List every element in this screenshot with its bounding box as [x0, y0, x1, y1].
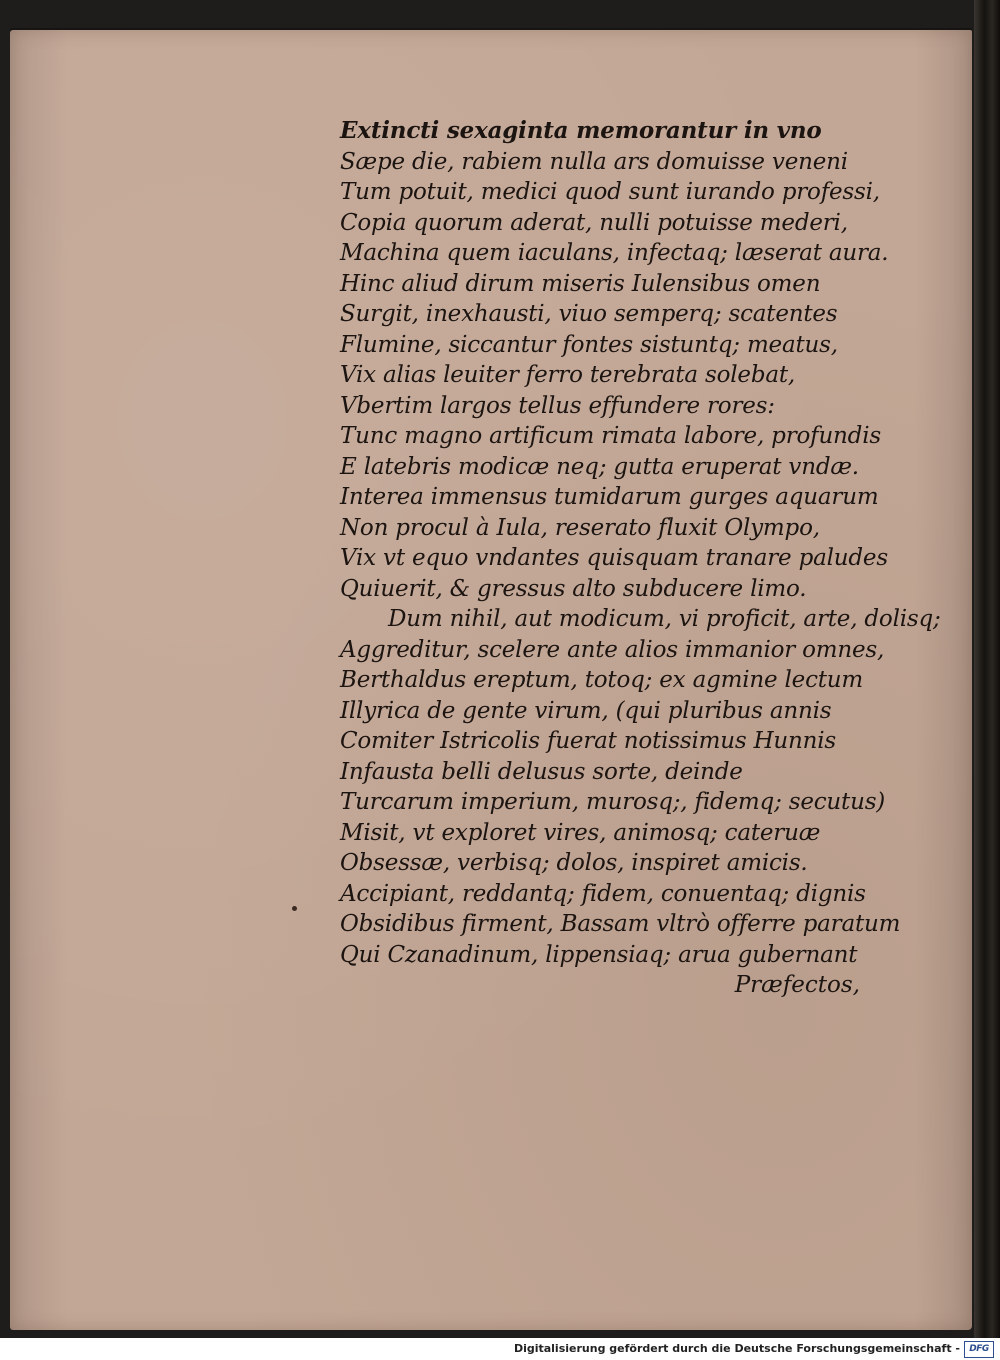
verse-line: Tunc magno artificum rimata labore, profundis: [340, 423, 881, 449]
verse-line: Aggreditur, scelere ante alios immanior omnes,: [340, 636, 885, 663]
verse-line: Comiter Istricolis fuerat notissimus Hunnis: [340, 728, 837, 754]
verse-line: Flumine, siccantur fontes sistuntq; meatus,: [340, 331, 838, 358]
verse-line: Vbertim largos tellus effundere rores:: [340, 392, 775, 419]
verse-line: Berthaldus ereptum, totoq; ex agmine lectum: [340, 667, 864, 693]
book-binding-edge: [974, 0, 1000, 1338]
verse-line: Obsessæ, verbisq; dolos, inspiret amicis.: [340, 850, 808, 876]
verse-line: Quiuerit, & gressus alto subducere limo.: [340, 575, 807, 602]
verse-line: Obsidibus firment, Bassam vltrò offerre paratum: [340, 911, 901, 937]
verse-line: Vix alias leuiter ferro terebrata solebat,: [340, 362, 796, 388]
verse-line: Copia quorum aderat, nulli potuisse mederi,: [340, 209, 848, 236]
ink-spot: [292, 906, 297, 911]
verse-line: Sæpe die, rabiem nulla ars domuisse veneni: [340, 148, 848, 175]
verse-line: Accipiant, reddantq; fidem, conuentaq; dignis: [340, 880, 866, 907]
verse-line: Surgit, inexhausti, viuo semperq; scatentes: [340, 301, 838, 327]
verse-line: Turcarum imperium, murosq;, fidemq; secutus): [340, 789, 886, 815]
dfg-logo-icon: DFG: [964, 1341, 994, 1358]
verse-line-indented: Dum nihil, aut modicum, vi proficit, arte, dolisq;: [388, 606, 941, 632]
verse-line: Qui Czanadinum, lippensiaq; arua gubernant: [340, 941, 858, 968]
funding-credit: Digitalisierung gefördert durch die Deutsche Forschungsgemeinschaft -: [513, 1342, 960, 1355]
verse-line: Machina quem iaculans, infectaq; læserat aura.: [340, 240, 889, 266]
verse-line: Vix vt equo vndantes quisquam tranare paludes: [340, 545, 888, 571]
verse-line: Infausta belli delusus sorte, deinde: [340, 758, 743, 785]
verse-line: Illyrica de gente virum, (qui pluribus annis: [340, 697, 832, 724]
verse-line: E latebris modicæ neq; gutta eruperat vndæ.: [340, 453, 859, 480]
footer-bar: [0, 1338, 1000, 1360]
verse-line: Interea immensus tumidarum gurges aquarum: [340, 484, 879, 510]
verse-line: Non procul à Iula, reserato fluxit Olympo,: [340, 514, 820, 541]
catchword: Præfectos,: [734, 972, 860, 998]
verse-line: Misit, vt exploret vires, animosq; cateruæ: [340, 819, 821, 846]
verse-line: Hinc aliud dirum miseris Iulensibus omen: [340, 270, 821, 297]
poem-text-block: [340, 116, 941, 1001]
verse-line: Tum potuit, medici quod sunt iurando professi,: [340, 179, 880, 205]
verse-line: Extincti sexaginta memorantur in vno: [340, 117, 822, 144]
